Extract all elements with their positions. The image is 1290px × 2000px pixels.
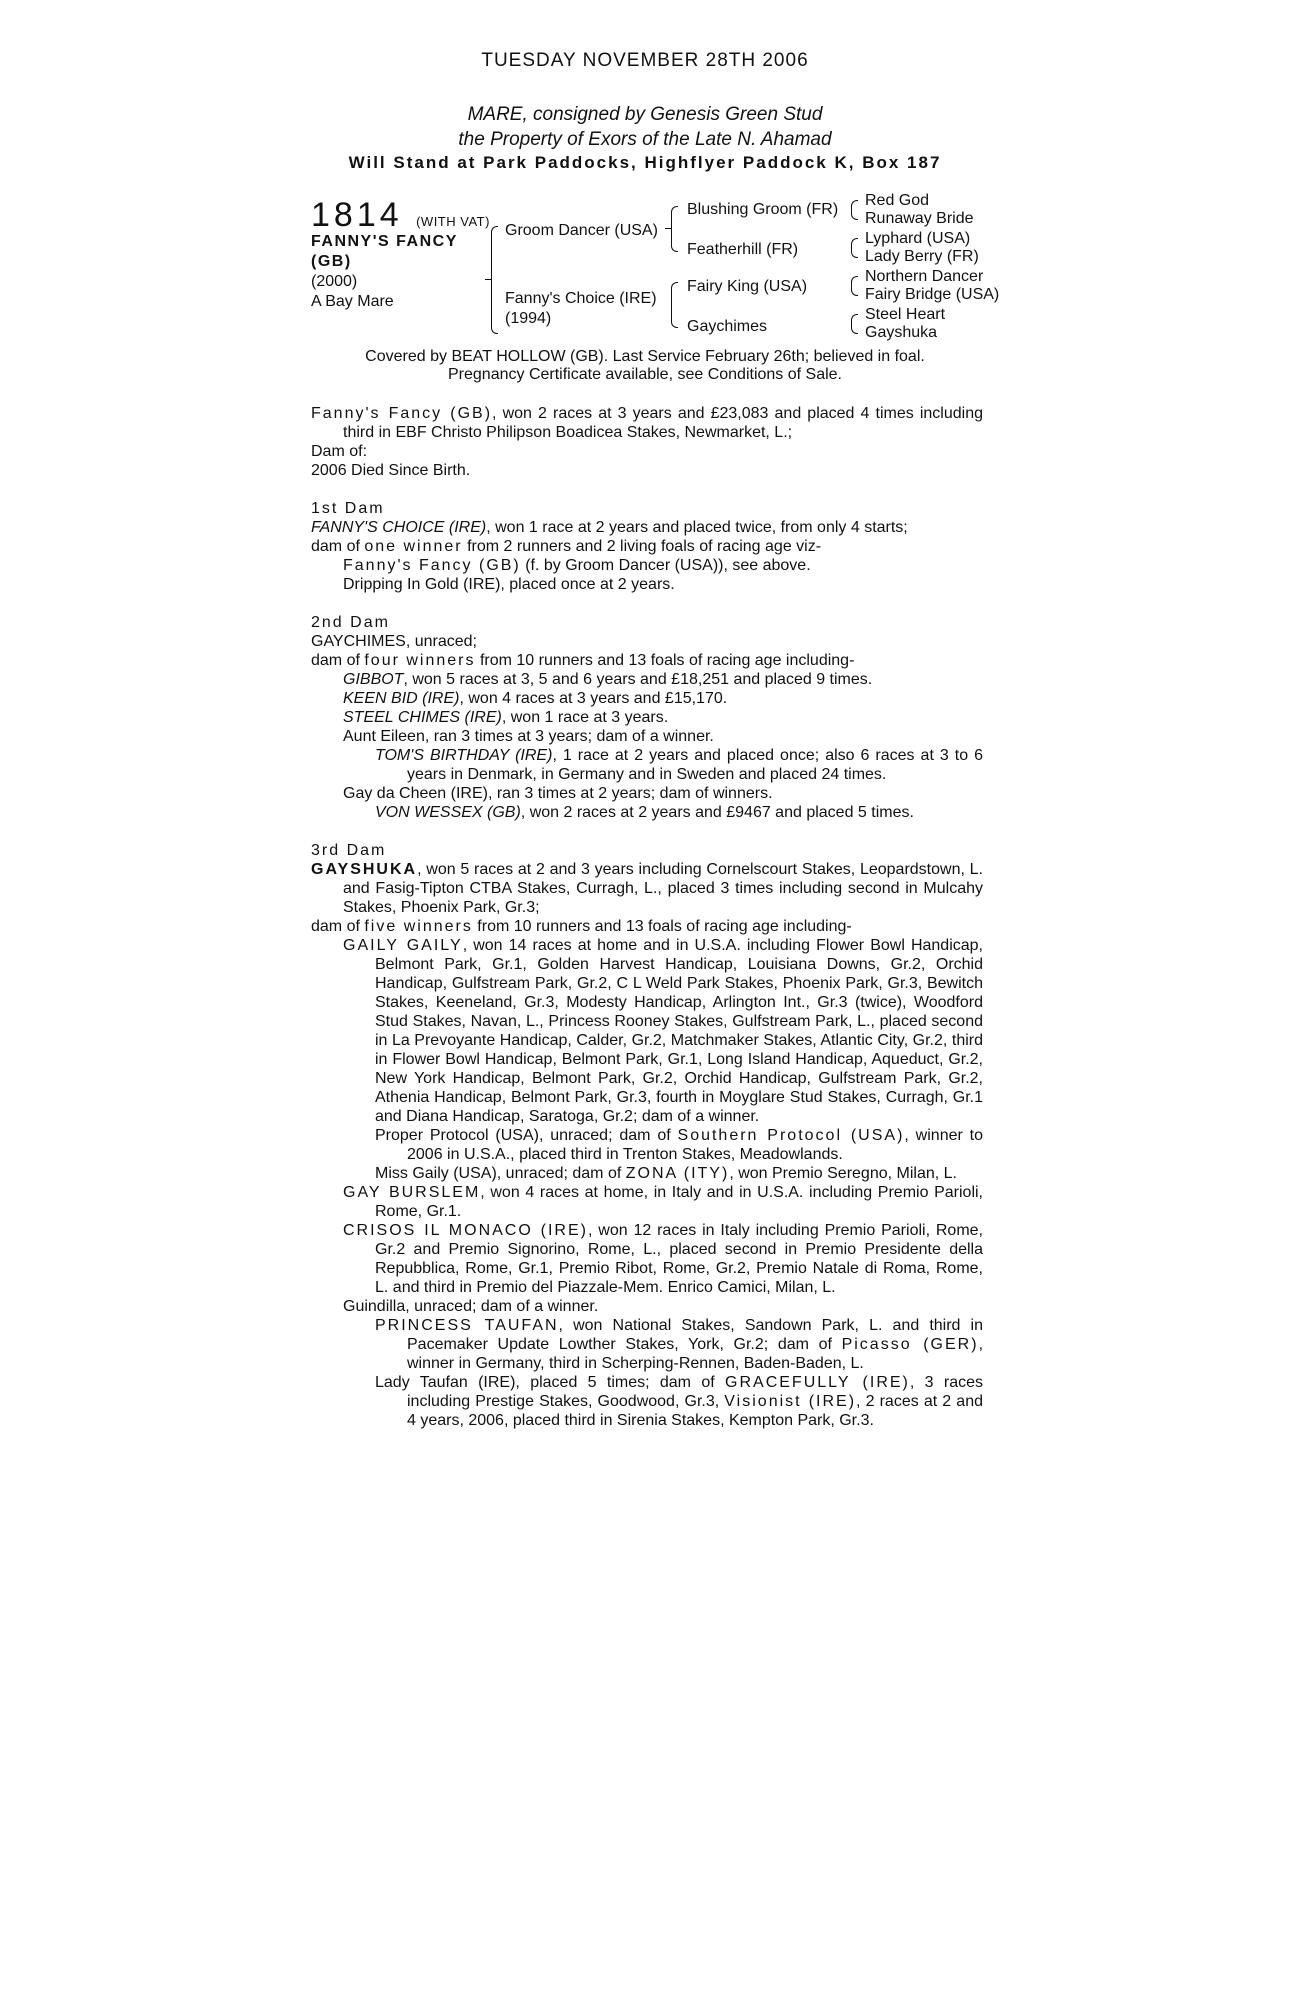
mare-record-text: , won 2 races at 3 years and £23,083 and placed 4 times including third in EBF Christo Philipson Boadicea Stakes, Newmarket, L.; bbox=[343, 405, 983, 441]
foal-name: GRACEFULLY (IRE) bbox=[725, 1374, 910, 1391]
foal-name: Visionist (IRE) bbox=[724, 1393, 857, 1410]
pedigree-sire-dam: Featherhill (FR) bbox=[687, 241, 799, 258]
first-dam-heading: 1st Dam bbox=[311, 500, 385, 517]
foal-text: , won 12 races in Italy including Premio Parioli, Rome, Gr.2 and Premio Signorino, Rome, L., placed second in Premio Presidente della Repubblica, Rome, Gr.1, Premio Ribot, Rome, Gr.2, Premio Natale di Roma, Rome, L. and third in Premio del Piazzale-Mem. Enrico Camici, Milan, L. bbox=[375, 1222, 983, 1296]
foal-text: , won 1 race at 3 years. bbox=[501, 709, 669, 726]
foal-text: , won 4 races at home, in Italy and in U.S.A. including Premio Parioli, Rome, Gr.1. bbox=[375, 1184, 984, 1220]
pedigree-sire: Groom Dancer (USA) bbox=[505, 222, 658, 239]
foal-text: , 3 races including Prestige Stakes, Goodwood, Gr.3, bbox=[407, 1374, 984, 1410]
mare-year: (2000) bbox=[311, 273, 358, 290]
third-dam-grandfoal-4 bbox=[311, 1373, 983, 1430]
third-dam-grandfoal-2 bbox=[311, 1164, 983, 1183]
first-dam-foal-2: Dripping In Gold (IRE), placed once at 2 years. bbox=[343, 576, 675, 593]
pregnancy-line: Pregnancy Certificate available, see Conditions of Sale. bbox=[448, 366, 842, 383]
foal-text: Lady Taufan (IRE), placed 5 times; dam of bbox=[375, 1374, 726, 1391]
first-dam-name: FANNY'S CHOICE (IRE) bbox=[311, 519, 487, 536]
foal-name: CRISOS IL MONACO (IRE) bbox=[343, 1222, 588, 1239]
third-dam-grandfoal-3 bbox=[311, 1316, 983, 1373]
foal-text: , winner in Germany, third in Scherping-Rennen, Baden-Baden, L. bbox=[407, 1336, 984, 1372]
mare-description: A Bay Mare bbox=[311, 293, 394, 310]
second-dam-name: GAYCHIMES, unraced; bbox=[311, 633, 477, 650]
first-dam-foals: from 2 runners and 2 living foals of racing age viz- bbox=[462, 538, 822, 555]
foal-name: VON WESSEX (GB) bbox=[375, 804, 521, 821]
first-dam-text: , won 1 race at 2 years and placed twice, from only 4 starts; bbox=[486, 519, 908, 536]
second-dam-produce bbox=[311, 651, 983, 670]
second-dam-of: dam of bbox=[311, 652, 365, 669]
second-dam-foals: from 10 runners and 13 foals of racing age including- bbox=[475, 652, 855, 669]
third-dam-winners: five winners bbox=[364, 918, 473, 935]
second-dam-heading: 2nd Dam bbox=[311, 614, 390, 631]
pedigree-sire-sire: Blushing Groom (FR) bbox=[687, 201, 839, 218]
third-dam-heading: 3rd Dam bbox=[311, 842, 387, 859]
foal-name: GAY BURSLEM bbox=[343, 1184, 481, 1201]
foal-name: GIBBOT bbox=[343, 671, 404, 688]
mare-record bbox=[311, 404, 983, 442]
second-dam-winners: four winners bbox=[364, 652, 476, 669]
second-dam-foal-2 bbox=[311, 689, 983, 708]
second-dam-foal-3 bbox=[311, 708, 983, 727]
foal-text: , won 5 races at 3, 5 and 6 years and £18,251 and placed 9 times. bbox=[403, 671, 873, 688]
pedigree-ssd: Runaway Bride bbox=[865, 210, 974, 227]
foal-name: KEEN BID (IRE) bbox=[343, 690, 460, 707]
pedigree-dsd: Fairy Bridge (USA) bbox=[865, 286, 1000, 303]
foal-text: Proper Protocol (USA), unraced; dam of bbox=[375, 1127, 678, 1144]
vat-note: (WITH VAT) bbox=[416, 214, 490, 229]
foal-text: , won 14 races at home and in U.S.A. including Flower Bowl Handicap, Belmont Park, Gr.1, Golden Harvest Handicap, Louisiana Downs, Gr.2, Orchid Handicap, Gulfstream Park, Gr.2, C L Weld Park Stakes, Phoenix Park, Gr.3, Bewitch Stakes, Keeneland, Gr.3, Modesty Handicap, Arlington Int., Gr.3 (twice), Woodford Stud Stakes, Navan, L., Princess Rooney Stakes, Gulfstream Park, L., placed second in La Prevoyante Handicap, Calder, Gr.2, Matchmaker Stakes, Atlantic City, Gr.2, third in Flower Bowl Handicap, Belmont Park, Gr.1, Long Island Handicap, Aqueduct, Gr.2, New York Handicap, Belmont Park, Gr.2, Orchid Handicap, Gulfstream Park, Gr.2, Athenia Handicap, Belmont Park, Gr.3, fourth in Moyglare Stud Stakes, Curragh, Gr.1 and Diana Handicap, Saratoga, Gr.2; dam of a winner. bbox=[375, 937, 984, 1125]
second-dam-foal-1 bbox=[311, 670, 983, 689]
first-dam-produce bbox=[311, 537, 983, 556]
foal-name: STEEL CHIMES (IRE) bbox=[343, 709, 502, 726]
pedigree-brace-point bbox=[485, 279, 491, 280]
lot-number: 1814 (WITH VAT) bbox=[311, 196, 490, 234]
third-dam-foal-2 bbox=[311, 1183, 983, 1221]
foal-text: , 1 race at 2 years and placed once; also 6 races at 3 to 6 years in Denmark, in Germany and in Sweden and placed 24 times. bbox=[407, 747, 983, 783]
third-dam-grandfoal-1 bbox=[311, 1126, 983, 1164]
property-line: the Property of Exors of the Late N. Ahamad bbox=[458, 129, 832, 150]
foal-name: PRINCESS TAUFAN bbox=[375, 1317, 559, 1334]
pedigree-sss: Red God bbox=[865, 192, 930, 209]
pedigree-brace bbox=[851, 200, 858, 220]
third-dam-name: GAYSHUKA bbox=[311, 861, 418, 878]
foal-name: GAILY GAILY bbox=[343, 937, 463, 954]
second-dam-grandfoal-2 bbox=[311, 803, 983, 822]
foal-text: , won 4 races at 3 years and £15,170. bbox=[459, 690, 728, 707]
foal-name: ZONA (ITY) bbox=[625, 1165, 730, 1182]
produce-line: 2006 Died Since Birth. bbox=[311, 462, 471, 479]
pedigree-brace bbox=[491, 226, 498, 334]
pedigree-dam-sire: Fairy King (USA) bbox=[687, 278, 808, 295]
first-dam-of: dam of bbox=[311, 538, 365, 555]
stand-line: Will Stand at Park Paddocks, Highflyer Paddock K, Box 187 bbox=[348, 153, 942, 172]
first-dam-record bbox=[311, 518, 983, 537]
pedigree-dam-dam: Gaychimes bbox=[687, 318, 768, 335]
foal-text: , 2 races at 2 and 4 years, 2006, placed third in Sirenia Stakes, Kempton Park, Gr.3. bbox=[407, 1393, 984, 1429]
pedigree-brace bbox=[671, 206, 678, 252]
pedigree-dss: Northern Dancer bbox=[865, 268, 984, 285]
foal-text: , won National Stakes, Sandown Park, L. and third in Pacemaker Update Lowther Stakes, York, Gr.2; dam of bbox=[407, 1317, 983, 1353]
mare-country: (GB) bbox=[311, 253, 352, 270]
foal-name: Fanny's Fancy (GB) bbox=[343, 557, 521, 574]
foal-text: Miss Gaily (USA), unraced; dam of bbox=[375, 1165, 626, 1182]
first-dam-foal-1 bbox=[311, 556, 983, 575]
foal-text: , won 2 races at 2 years and £9467 and placed 5 times. bbox=[520, 804, 914, 821]
pedigree-brace bbox=[851, 314, 858, 334]
third-dam-foals: from 10 runners and 13 foals of racing age including- bbox=[472, 918, 852, 935]
mare-name: FANNY'S FANCY bbox=[311, 233, 458, 250]
mare-record-name: Fanny's Fancy (GB) bbox=[311, 405, 493, 422]
pedigree-ddd: Gayshuka bbox=[865, 324, 938, 341]
pedigree-sds: Lyphard (USA) bbox=[865, 230, 971, 247]
foal-name: TOM'S BIRTHDAY (IRE) bbox=[375, 747, 553, 764]
catalogue-body bbox=[311, 404, 983, 1430]
covered-line: Covered by BEAT HOLLOW (GB). Last Service February 26th; believed in foal. bbox=[365, 348, 925, 365]
foal-name: Picasso (GER) bbox=[841, 1336, 979, 1353]
pedigree-brace bbox=[851, 276, 858, 296]
third-dam-record bbox=[311, 860, 983, 917]
third-dam-text: , won 5 races at 2 and 3 years including Cornelscourt Stakes, Leopardstown, L. and Fasig-Tipton CTBA Stakes, Curragh, L., placed 3 times including second in Mulcahy Stakes, Phoenix Park, Gr.3; bbox=[343, 861, 983, 916]
consignor-line: MARE, consigned by Genesis Green Stud bbox=[467, 104, 823, 125]
second-dam-foal-4: Aunt Eileen, ran 3 times at 3 years; dam of a winner. bbox=[343, 728, 714, 745]
first-dam-winners: one winner bbox=[364, 538, 463, 555]
third-dam-foal-3 bbox=[311, 1221, 983, 1297]
pedigree-dam-year: (1994) bbox=[505, 310, 552, 327]
second-dam-foal-5: Gay da Cheen (IRE), ran 3 times at 2 years; dam of winners. bbox=[343, 785, 773, 802]
pedigree-dds: Steel Heart bbox=[865, 306, 946, 323]
foal-text: (f. by Groom Dancer (USA)), see above. bbox=[520, 557, 811, 574]
third-dam-foal-1 bbox=[311, 936, 983, 1126]
pedigree-sdd: Lady Berry (FR) bbox=[865, 248, 979, 265]
pedigree-brace-point bbox=[665, 228, 671, 229]
pedigree-dam: Fanny's Choice (IRE) bbox=[505, 290, 657, 307]
sale-date: TUESDAY NOVEMBER 28TH 2006 bbox=[481, 50, 809, 71]
third-dam-of: dam of bbox=[311, 918, 365, 935]
foal-text: , winner to 2006 in U.S.A., placed third in Trenton Stakes, Meadowlands. bbox=[407, 1127, 983, 1163]
third-dam-foal-4: Guindilla, unraced; dam of a winner. bbox=[343, 1298, 599, 1315]
third-dam-produce bbox=[311, 917, 983, 936]
foal-name: Southern Protocol (USA) bbox=[677, 1127, 905, 1144]
foal-text: , won Premio Seregno, Milan, L. bbox=[729, 1165, 957, 1182]
dam-of-label: Dam of: bbox=[311, 443, 368, 460]
second-dam-grandfoal-1 bbox=[311, 746, 983, 784]
pedigree-brace bbox=[671, 282, 678, 328]
pedigree-brace bbox=[851, 238, 858, 258]
